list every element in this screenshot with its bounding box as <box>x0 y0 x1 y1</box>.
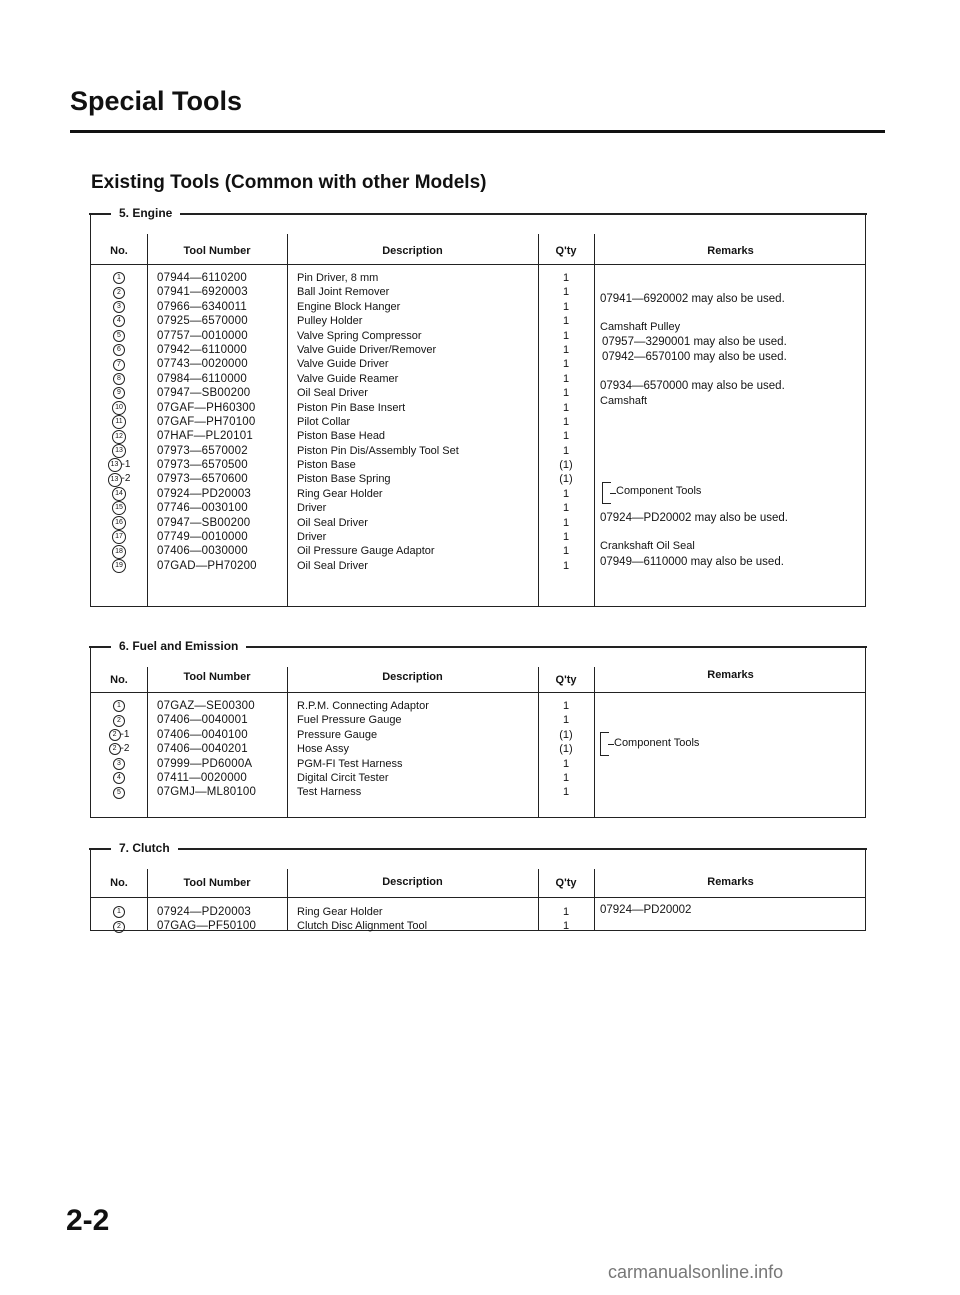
tool-number: 07746—0030100 <box>157 502 248 515</box>
engine-section-label: 5. Engine <box>111 204 180 222</box>
row-number <box>91 487 147 501</box>
engine-no-column <box>91 271 147 573</box>
page-title: Special Tools <box>70 86 243 116</box>
circled-number: 3 <box>113 758 125 770</box>
circled-number: 18 <box>112 545 126 559</box>
circled-number: 1 <box>113 272 125 284</box>
fuel-section-label: 6. Fuel and Emission <box>111 637 246 655</box>
engine-remark-1: 07941—6920002 may also be used. <box>600 293 785 305</box>
row-number-suffix: -1 <box>121 459 131 471</box>
engine-remark-3: 07957—3290001 may also be used. <box>602 336 787 348</box>
tool-number: 07924—PD20003 <box>157 487 252 500</box>
tool-number: 07GAF—PH60300 <box>157 401 256 414</box>
quantity: 1 <box>562 786 570 799</box>
engine-header-qty: Q'ty <box>555 245 577 257</box>
engine-section <box>90 206 866 607</box>
quantity: 1 <box>562 906 570 918</box>
circled-number: 4 <box>113 772 125 784</box>
row-number <box>91 343 147 357</box>
tool-number: 07999—PD6000A <box>157 757 253 770</box>
row-number <box>91 905 147 919</box>
clutch-description-column <box>297 905 427 934</box>
clutch-qty-column <box>538 905 594 934</box>
circled-number: 19 <box>112 559 126 573</box>
circled-number: 2 <box>113 921 125 933</box>
tool-number: 07941—6920003 <box>157 286 248 299</box>
description: Ring Gear Holder <box>297 487 383 500</box>
description: Pulley Holder <box>297 315 363 328</box>
row-number <box>91 285 147 299</box>
row-number <box>91 444 147 458</box>
description: R.P.M. Connecting Adaptor <box>297 700 429 712</box>
quantity: 1 <box>562 430 570 443</box>
description: Fuel Pressure Gauge <box>297 714 402 727</box>
clutch-header-description: Description <box>382 876 443 888</box>
row-number <box>91 501 147 515</box>
engine-qty-column <box>538 271 594 573</box>
circled-number: 2 <box>109 743 121 755</box>
quantity: 1 <box>562 415 570 428</box>
description: Clutch Disc Alignment Tool <box>297 920 428 933</box>
page-number: 2-2 <box>66 1204 110 1237</box>
row-number <box>91 429 147 443</box>
description: Piston Base <box>297 459 356 472</box>
circled-number: 16 <box>112 516 126 530</box>
description: Engine Block Hanger <box>297 300 401 313</box>
row-number <box>91 785 147 799</box>
tool-number: 07947—SB00200 <box>157 387 251 400</box>
row-number <box>91 300 147 314</box>
row-number-suffix: -2 <box>121 473 131 485</box>
row-number-suffix: -1 <box>120 728 130 740</box>
fuel-header-tool-number: Tool Number <box>183 671 251 683</box>
circled-number: 6 <box>113 344 125 356</box>
row-number <box>91 728 147 742</box>
circled-number: 15 <box>112 501 126 515</box>
description: Pilot Collar <box>297 415 351 428</box>
fuel-tool-column <box>157 699 256 800</box>
description: Hose Assy <box>297 743 349 756</box>
circled-number: 1 <box>113 700 125 712</box>
circled-number: 7 <box>113 359 125 371</box>
quantity: (1) <box>559 473 573 486</box>
tool-number: 07GMJ—ML80100 <box>157 786 257 799</box>
quantity: 1 <box>562 771 570 784</box>
quantity: 1 <box>562 387 570 400</box>
circled-number: 2 <box>113 715 125 727</box>
row-number <box>91 742 147 756</box>
circled-number: 13 <box>112 444 126 458</box>
quantity: 1 <box>562 487 570 500</box>
description: Oil Pressure Gauge Adaptor <box>297 545 435 558</box>
description: Piston Base Spring <box>297 473 391 486</box>
quantity: 1 <box>562 315 570 328</box>
quantity: (1) <box>559 459 573 472</box>
tool-number: 07925—6570000 <box>157 315 248 328</box>
row-number <box>91 713 147 727</box>
quantity: 1 <box>562 700 570 712</box>
description: Test Harness <box>297 786 362 799</box>
quantity: 1 <box>562 714 570 727</box>
fuel-section <box>90 639 866 818</box>
circled-number: 13 <box>108 473 122 487</box>
quantity: 1 <box>562 545 570 558</box>
engine-remark-8: 07924—PD20002 may also be used. <box>600 512 788 524</box>
circled-number: 5 <box>113 787 125 799</box>
clutch-section <box>90 841 866 933</box>
description: Ring Gear Holder <box>297 906 383 918</box>
tool-number: 07757—0010000 <box>157 329 248 342</box>
circled-number: 17 <box>112 530 126 544</box>
tool-number: 07GAD—PH70200 <box>157 559 257 572</box>
circled-number: 1 <box>113 906 125 918</box>
row-number <box>91 314 147 328</box>
description: Valve Guide Driver <box>297 358 389 371</box>
description: Piston Pin Dis/Assembly Tool Set <box>297 444 459 457</box>
row-number <box>91 559 147 573</box>
row-number <box>91 271 147 285</box>
circled-number: 9 <box>113 387 125 399</box>
circled-number: 8 <box>113 373 125 385</box>
engine-header-description: Description <box>382 245 443 257</box>
quantity: 1 <box>562 502 570 515</box>
description: Oil Seal Driver <box>297 559 368 572</box>
engine-remark-4: 07942—6570100 may also be used. <box>602 351 787 363</box>
watermark: carmanualsonline.info <box>608 1262 784 1282</box>
tool-number: 07GAZ—SE00300 <box>157 700 255 712</box>
tool-number: 07GAF—PH70100 <box>157 415 256 428</box>
quantity: 1 <box>562 401 570 414</box>
description: Piston Base Head <box>297 430 386 443</box>
tool-number: 07984—6110000 <box>157 372 247 385</box>
row-number <box>91 401 147 415</box>
row-number <box>91 372 147 386</box>
tool-number: 07973—6570500 <box>157 459 248 472</box>
quantity: 1 <box>562 444 570 457</box>
fuel-header-description: Description <box>382 671 443 683</box>
clutch-header-tool-number: Tool Number <box>183 877 251 889</box>
description: Oil Seal Driver <box>297 387 368 400</box>
quantity: 1 <box>562 372 570 385</box>
engine-remark-7: Component Tools <box>616 485 702 497</box>
description: Ball Joint Remover <box>297 286 390 299</box>
quantity: 1 <box>562 531 570 544</box>
clutch-section-label: 7. Clutch <box>111 839 178 857</box>
row-number <box>91 458 147 472</box>
tool-number: 07411—0020000 <box>157 771 247 784</box>
tool-number: 07924—PD20003 <box>157 906 252 918</box>
quantity: 1 <box>562 920 570 933</box>
row-number <box>91 516 147 530</box>
description: Pressure Gauge <box>297 728 378 741</box>
quantity: 1 <box>562 343 570 356</box>
circled-number: 2 <box>113 287 125 299</box>
engine-header-tool-number: Tool Number <box>183 245 251 257</box>
circled-number: 12 <box>112 430 126 444</box>
engine-header-no: No. <box>110 245 128 257</box>
engine-header-remarks: Remarks <box>707 245 754 257</box>
description: Valve Spring Compressor <box>297 329 422 342</box>
circled-number: 14 <box>112 487 126 501</box>
tool-number: 07406—0040100 <box>157 728 248 741</box>
tool-number: 07947—SB00200 <box>157 516 251 529</box>
fuel-description-column <box>297 699 429 800</box>
quantity: 1 <box>562 300 570 313</box>
circled-number: 11 <box>112 415 126 429</box>
description: Oil Seal Driver <box>297 516 368 529</box>
quantity: (1) <box>559 743 573 756</box>
tool-number: 07973—6570600 <box>157 473 248 486</box>
tool-number: 07406—0040201 <box>157 743 248 756</box>
tool-number: 07GAG—PF50100 <box>157 920 257 933</box>
tool-number: 07749—0010000 <box>157 531 248 544</box>
engine-section-header <box>89 204 867 224</box>
engine-description-column <box>297 271 459 573</box>
description: Driver <box>297 531 327 544</box>
row-number <box>91 771 147 785</box>
circled-number: 3 <box>113 301 125 313</box>
engine-tool-column <box>157 271 257 573</box>
circled-number: 13 <box>108 458 122 472</box>
fuel-remark-1: Component Tools <box>614 737 700 749</box>
subtitle: Existing Tools (Common with other Models) <box>91 172 487 193</box>
engine-remark-10: 07949—6110000 may also be used. <box>600 556 784 568</box>
quantity: 1 <box>562 358 570 371</box>
quantity: 1 <box>562 559 570 572</box>
row-number <box>91 357 147 371</box>
engine-remark-6: Camshaft <box>600 395 648 407</box>
description: Pin Driver, 8 mm <box>297 272 379 284</box>
clutch-tool-column <box>157 905 256 934</box>
row-number <box>91 757 147 771</box>
tool-number: 07HAF—PL20101 <box>157 430 253 443</box>
quantity: 1 <box>562 329 570 342</box>
row-number <box>91 329 147 343</box>
tool-number: 07743—0020000 <box>157 358 248 371</box>
description: Piston Pin Base Insert <box>297 401 406 414</box>
tool-number: 07966—6340011 <box>157 300 247 313</box>
description: Valve Guide Reamer <box>297 372 399 385</box>
description: PGM-FI Test Harness <box>297 757 403 770</box>
row-number <box>91 544 147 558</box>
circled-number: 4 <box>113 315 125 327</box>
row-number-suffix: -2 <box>120 743 130 755</box>
circled-number: 5 <box>113 330 125 342</box>
quantity: 1 <box>562 286 570 299</box>
fuel-header-no: No. <box>110 674 128 686</box>
quantity: 1 <box>562 516 570 529</box>
row-number <box>91 699 147 713</box>
title-rule <box>70 130 885 133</box>
quantity: (1) <box>559 728 573 741</box>
description: Valve Guide Driver/Remover <box>297 343 437 356</box>
tool-number: 07406—0040001 <box>157 714 248 727</box>
tool-number: 07973—6570002 <box>157 444 248 457</box>
description: Driver <box>297 502 327 515</box>
clutch-no-column <box>91 905 147 934</box>
row-number <box>91 415 147 429</box>
row-number <box>91 386 147 400</box>
tool-number: 07944—6110200 <box>157 272 247 284</box>
description: Digital Circit Tester <box>297 771 389 784</box>
circled-number: 2 <box>109 729 121 741</box>
clutch-header-qty: Q'ty <box>555 877 577 889</box>
row-number <box>91 530 147 544</box>
row-number <box>91 472 147 486</box>
quantity: 1 <box>562 757 570 770</box>
clutch-section-header <box>89 839 867 859</box>
clutch-header-no: No. <box>110 877 128 889</box>
quantity: 1 <box>562 272 570 284</box>
fuel-section-header <box>89 637 867 657</box>
clutch-header-remarks: Remarks <box>707 876 754 888</box>
fuel-header-remarks: Remarks <box>707 669 754 681</box>
engine-remark-2: Camshaft Pulley <box>600 321 681 333</box>
tool-number: 07406—0030000 <box>157 545 248 558</box>
circled-number: 10 <box>112 401 126 415</box>
fuel-qty-column <box>538 699 594 800</box>
tool-number: 07942—6110000 <box>157 343 247 356</box>
row-number <box>91 919 147 933</box>
engine-remark-5: 07934—6570000 may also be used. <box>600 380 785 392</box>
fuel-no-column <box>91 699 147 800</box>
clutch-remark-1: 07924—PD20002 <box>600 904 692 916</box>
fuel-header-qty: Q'ty <box>555 674 577 686</box>
engine-remark-9: Crankshaft Oil Seal <box>600 540 695 552</box>
